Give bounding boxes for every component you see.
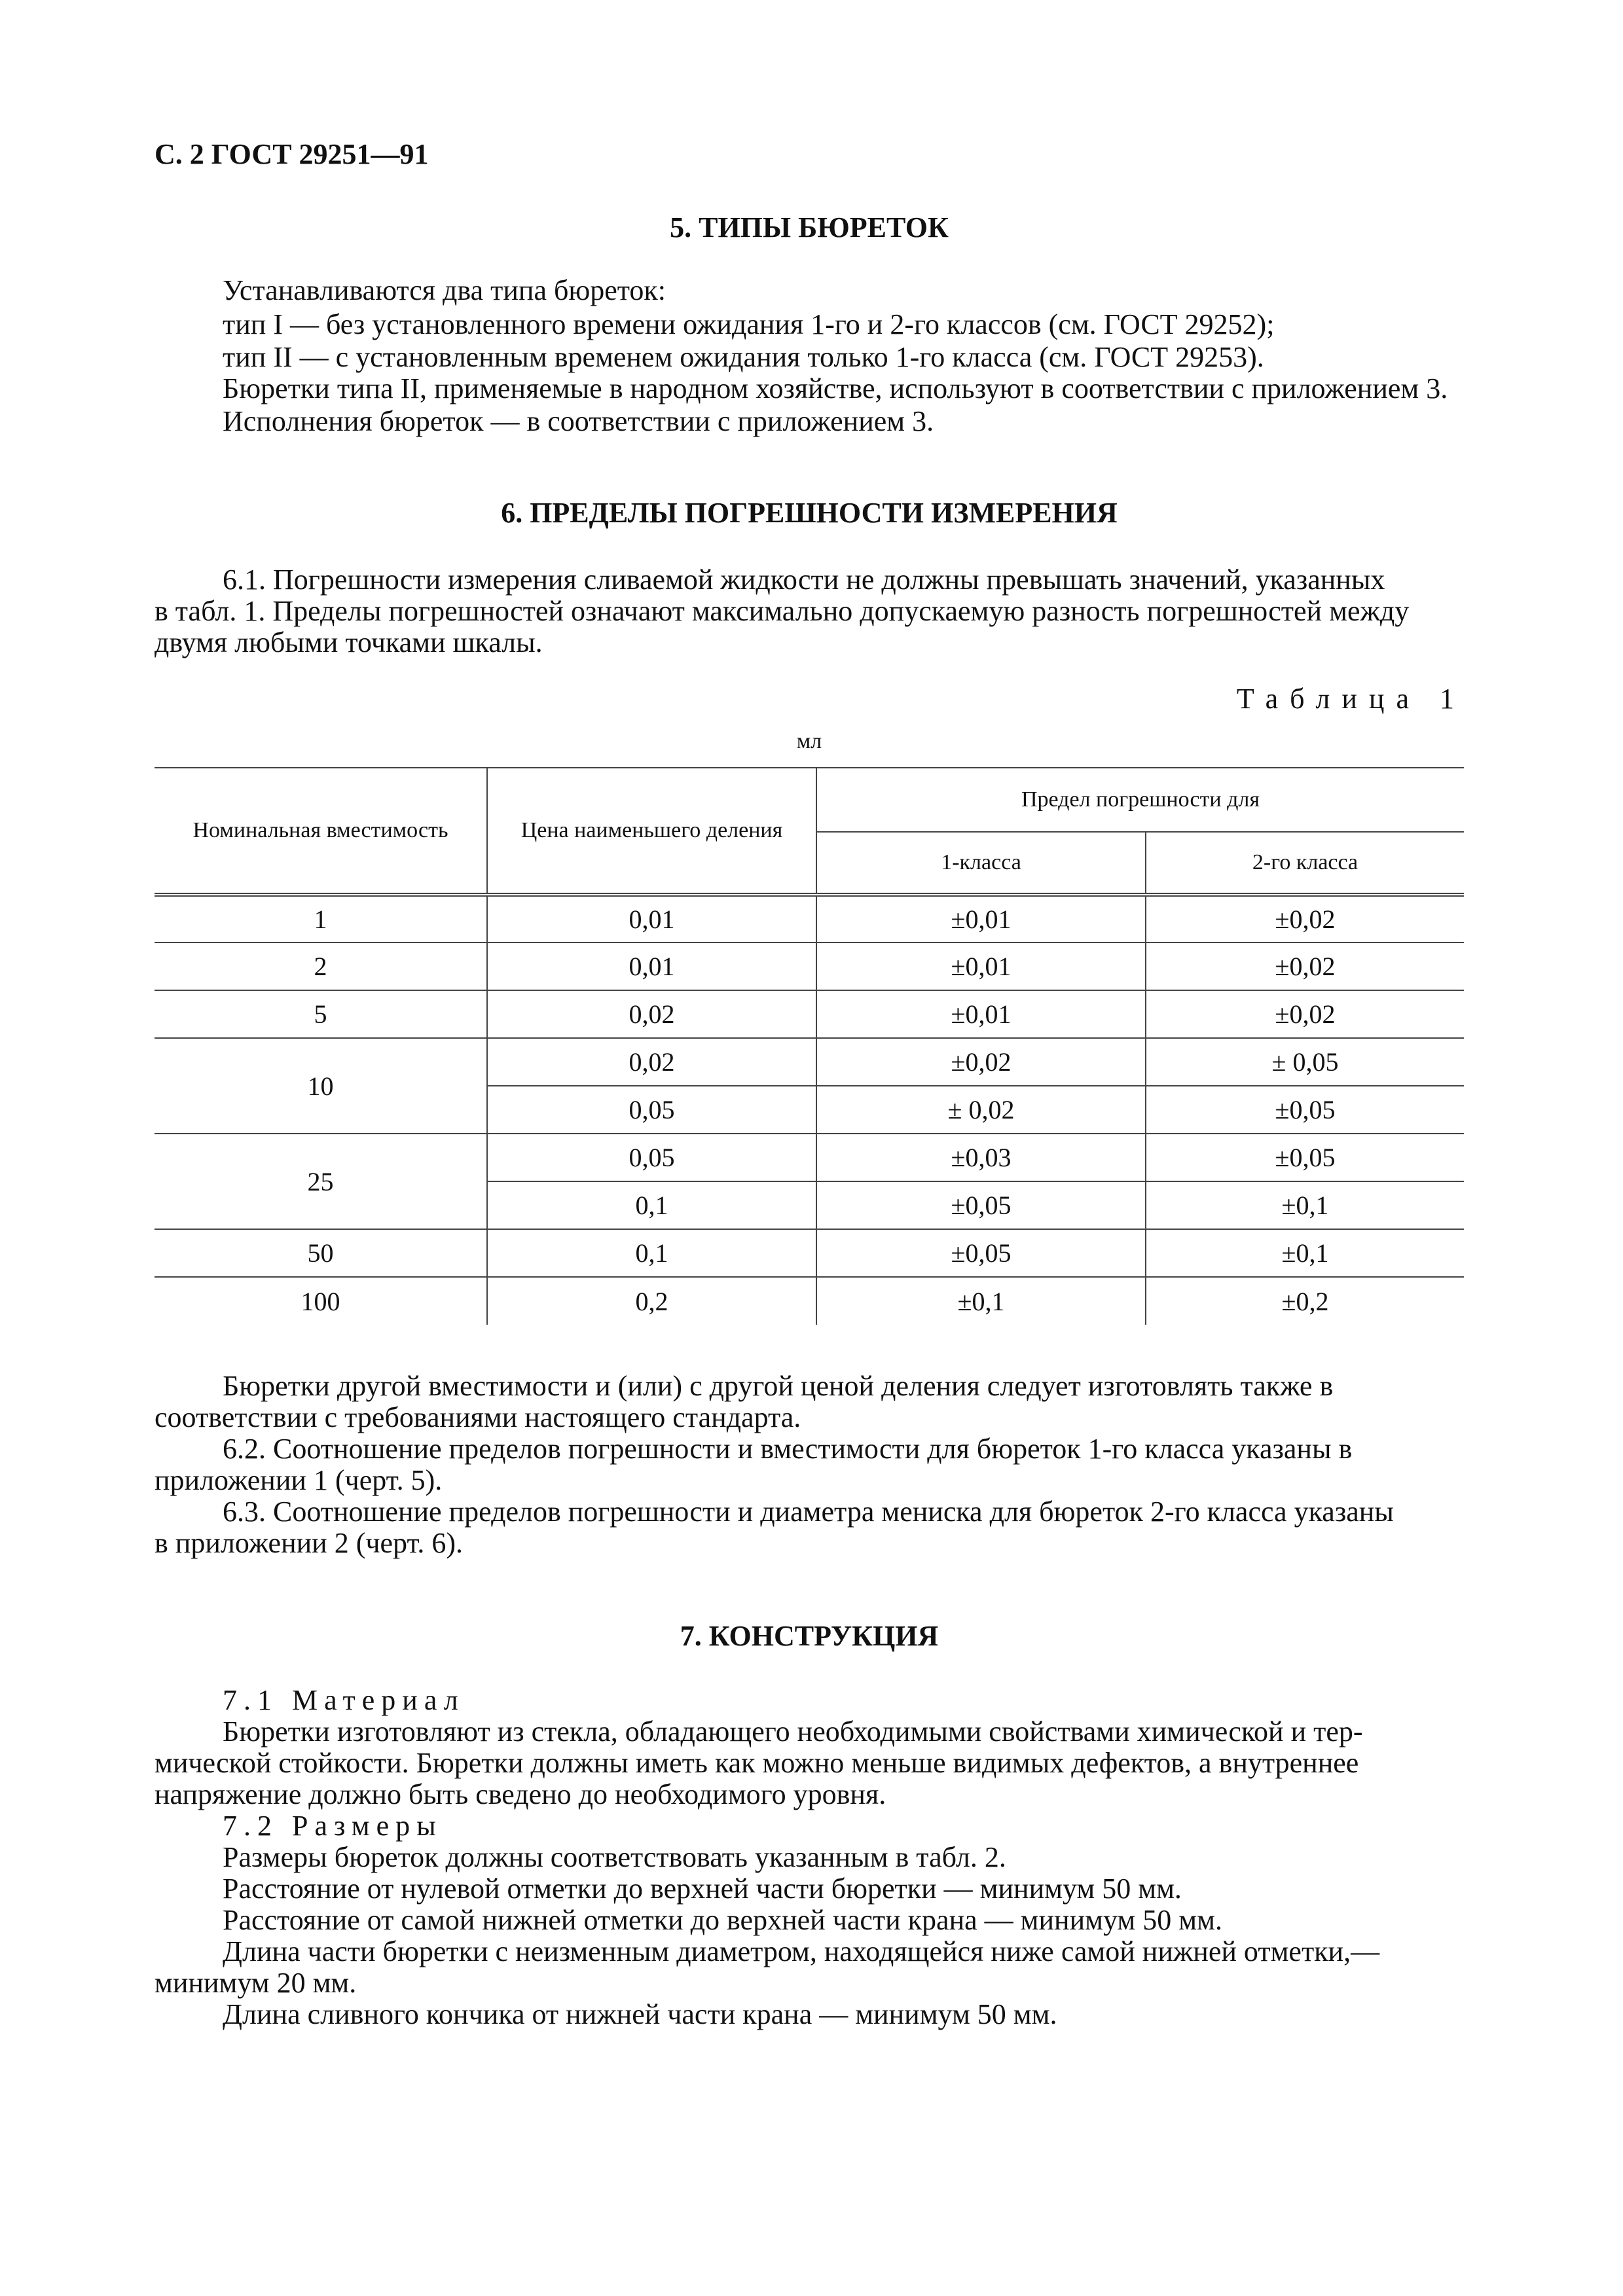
cell-division: 0,1 <box>487 1229 816 1277</box>
cell-class-1: ±0,1 <box>816 1277 1146 1325</box>
cell-class-1: ± 0,02 <box>816 1086 1146 1134</box>
cell-division: 0,05 <box>487 1086 816 1134</box>
section-6-title: 6. ПРЕДЕЛЫ ПОГРЕШНОСТИ ИЗМЕРЕНИЯ <box>501 497 1118 529</box>
header-class-1: 1-класса <box>816 832 1146 895</box>
tolerance-table <box>155 767 1464 1325</box>
cell-class-1: ±0,03 <box>816 1134 1146 1181</box>
cell-class-2: ±0,1 <box>1146 1181 1464 1229</box>
table-unit: мл <box>796 729 822 753</box>
cell-capacity: 100 <box>155 1277 487 1325</box>
cell-class-1: ±0,01 <box>816 990 1146 1038</box>
table-row <box>155 1277 1464 1325</box>
cell-class-2: ±0,2 <box>1146 1277 1464 1325</box>
cell-capacity: 2 <box>155 942 487 990</box>
section-5-line: тип II — с установленным временем ожидания только 1-го класса (см. ГОСТ 29253). <box>223 341 1264 373</box>
material-line: напряжение должно быть сведено до необходимого уровня. <box>155 1778 886 1810</box>
cell-class-1: ±0,01 <box>816 895 1146 942</box>
cell-capacity: 1 <box>155 895 487 942</box>
sizes-line: Расстояние от нулевой отметки до верхней части бюретки — минимум 50 мм. <box>223 1873 1182 1905</box>
cell-division: 0,2 <box>487 1277 816 1325</box>
subsection-heading-material: 7.1 Материал <box>223 1684 465 1716</box>
sizes-line: минимум 20 мм. <box>155 1967 357 1999</box>
material-line: мической стойкости. Бюретки должны иметь как можно меньше видимых дефектов, а внутреннее <box>155 1747 1359 1779</box>
section-6-after-line: приложении 1 (черт. 5). <box>155 1464 443 1496</box>
sizes-line: Длина сливного кончика от нижней части крана — минимум 50 мм. <box>223 1998 1057 2030</box>
section-5-line: тип I — без установленного времени ожидания 1-го и 2-го классов (см. ГОСТ 29252); <box>223 308 1275 340</box>
cell-class-2: ±0,02 <box>1146 895 1464 942</box>
cell-division: 0,02 <box>487 1038 816 1086</box>
section-6-after-line: 6.2. Соотношение пределов погрешности и вместимости для бюреток 1-го класса указаны в <box>223 1433 1353 1465</box>
cell-class-2: ±0,02 <box>1146 990 1464 1038</box>
section-5-title: 5. ТИПЫ БЮРЕТОК <box>670 211 949 243</box>
sizes-line: Длина части бюретки с неизменным диаметром, находящейся ниже самой нижней отметки,— <box>223 1935 1380 1967</box>
table-row <box>155 1229 1464 1277</box>
table-row <box>155 990 1464 1038</box>
cell-division: 0,05 <box>487 1134 816 1181</box>
cell-capacity: 25 <box>155 1134 487 1229</box>
section-6-paragraph-line: двумя любыми точками шкалы. <box>155 626 543 658</box>
cell-class-2: ±0,02 <box>1146 942 1464 990</box>
table-row <box>155 895 1464 942</box>
table-row <box>155 942 1464 990</box>
table-row <box>155 1134 1464 1181</box>
cell-capacity: 5 <box>155 990 487 1038</box>
cell-division: 0,01 <box>487 942 816 990</box>
material-line: Бюретки изготовляют из стекла, обладающего необходимыми свойствами химической и тер- <box>223 1715 1363 1748</box>
section-6-after-line: 6.3. Соотношение пределов погрешности и диаметра мениска для бюреток 2-го класса указаны <box>223 1496 1394 1528</box>
cell-capacity: 10 <box>155 1038 487 1134</box>
cell-capacity: 50 <box>155 1229 487 1277</box>
cell-class-2: ± 0,05 <box>1146 1038 1464 1086</box>
cell-class-1: ±0,05 <box>816 1229 1146 1277</box>
section-7-title: 7. КОНСТРУКЦИЯ <box>680 1620 939 1652</box>
cell-class-1: ±0,05 <box>816 1181 1146 1229</box>
section-6-paragraph-line: 6.1. Погрешности измерения сливаемой жидкости не должны превышать значений, указанных <box>223 564 1385 596</box>
section-5-line: Исполнения бюреток — в соответствии с приложением 3. <box>223 405 934 437</box>
page-header: С. 2 ГОСТ 29251—91 <box>155 138 429 170</box>
cell-division: 0,02 <box>487 990 816 1038</box>
header-class-2: 2-го класса <box>1146 832 1464 895</box>
section-6-after-line: Бюретки другой вместимости и (или) с другой ценой деления следует изготовлять также в <box>223 1370 1334 1402</box>
table-row <box>155 1038 1464 1086</box>
cell-class-2: ±0,1 <box>1146 1229 1464 1277</box>
cell-division: 0,1 <box>487 1181 816 1229</box>
section-5-line: Бюретки типа II, применяемые в народном хозяйстве, используют в соответствии с приложением 3. <box>223 372 1448 404</box>
section-6-after-line: соответствии с требованиями настоящего стандарта. <box>155 1401 801 1433</box>
cell-class-1: ±0,02 <box>816 1038 1146 1086</box>
section-6-after-line: в приложении 2 (черт. 6). <box>155 1527 464 1559</box>
header-division: Цена наименьшего деления <box>487 768 816 895</box>
header-capacity: Номинальная вместимость <box>155 768 487 895</box>
section-5-line: Устанавливаются два типа бюреток: <box>223 274 666 306</box>
header-limit: Предел погрешности для <box>816 768 1464 832</box>
sizes-line: Расстояние от самой нижней отметки до верхней части крана — минимум 50 мм. <box>223 1904 1222 1936</box>
cell-class-1: ±0,01 <box>816 942 1146 990</box>
cell-division: 0,01 <box>487 895 816 942</box>
section-6-paragraph-line: в табл. 1. Пределы погрешностей означают максимально допускаемую разность погрешностей между <box>155 595 1410 627</box>
sizes-line: Размеры бюреток должны соответствовать указанным в табл. 2. <box>223 1841 1006 1873</box>
subsection-heading-sizes: 7.2 Размеры <box>223 1810 443 1842</box>
cell-class-2: ±0,05 <box>1146 1086 1464 1134</box>
table-caption: Таблица 1 <box>1236 683 1466 715</box>
cell-class-2: ±0,05 <box>1146 1134 1464 1181</box>
